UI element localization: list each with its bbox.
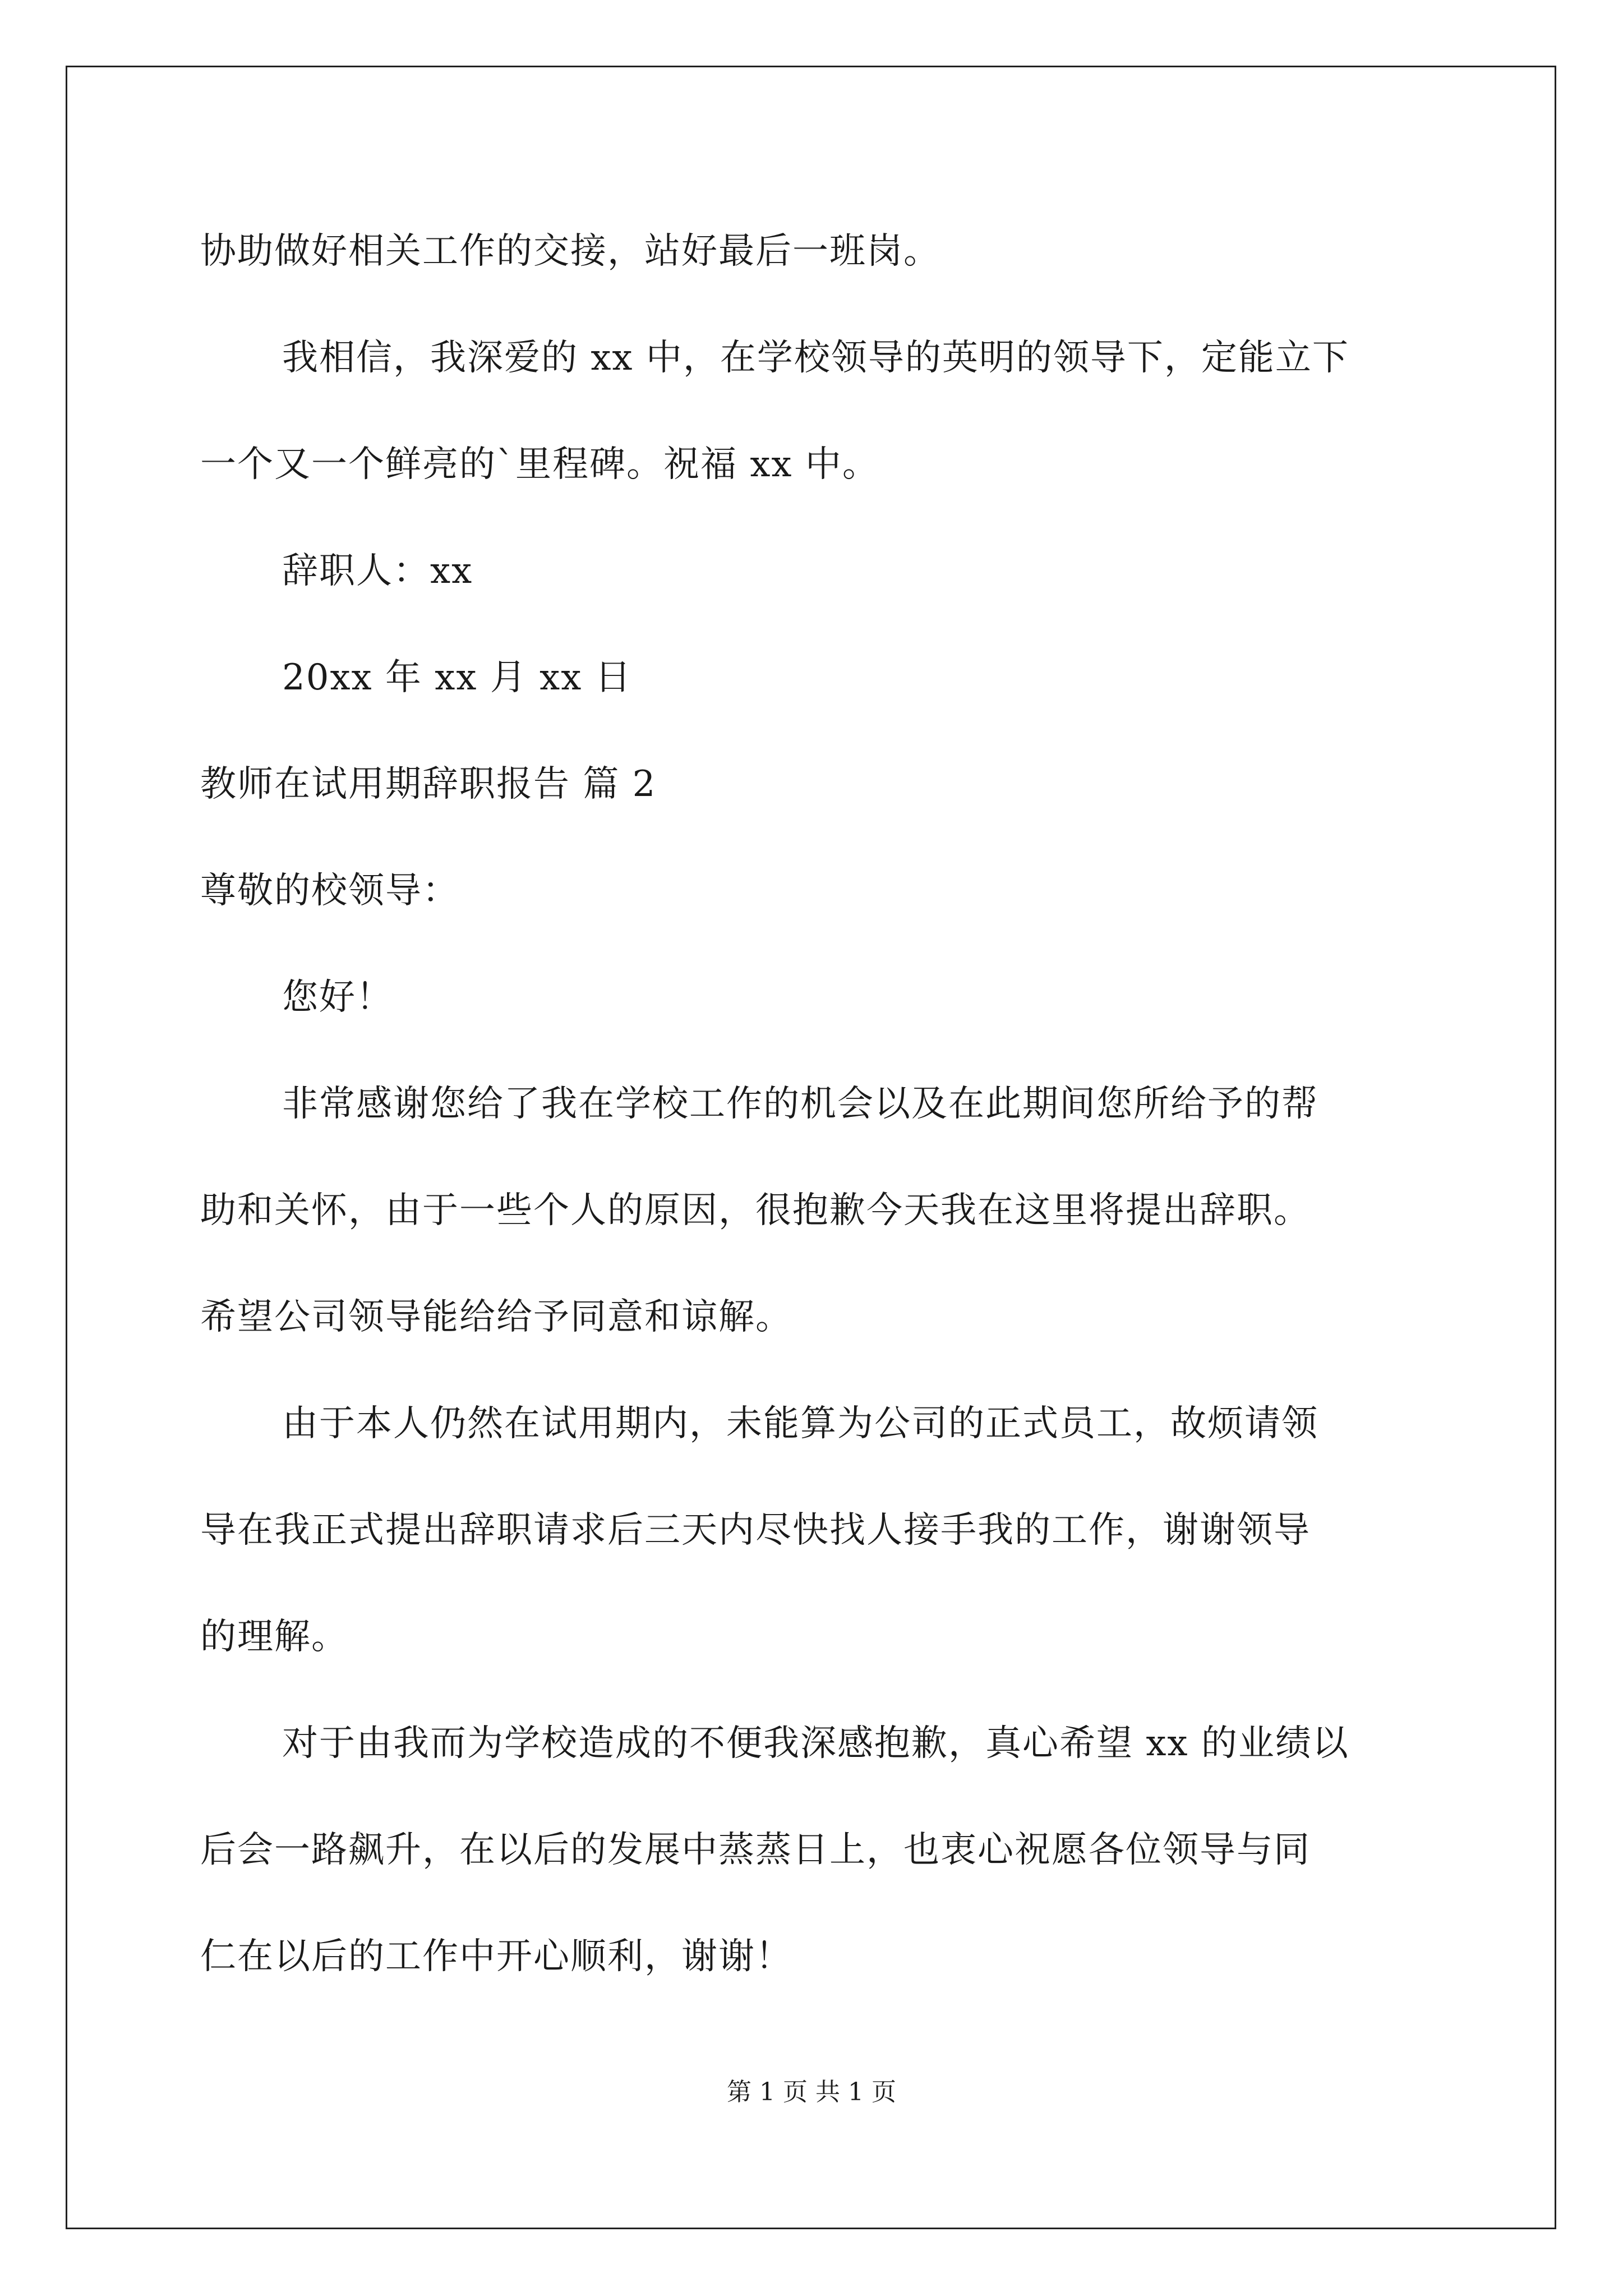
paragraph-line: 协助做好相关工作的交接，站好最后一班岗。 xyxy=(200,231,940,272)
paragraph-line: 希望公司领导能给给予同意和谅解。 xyxy=(200,1296,792,1338)
paragraph-line: 后会一路飙升，在以后的发展中蒸蒸日上，也衷心祝愿各位领导与同 xyxy=(200,1829,1311,1871)
paragraph-line: 对于由我而为学校造成的不便我深感抱歉，真心希望 xx 的业绩以 xyxy=(282,1723,1349,1764)
signature-line: 辞职人：xx xyxy=(282,550,473,592)
page-footer: 第 1 页 共 1 页 xyxy=(727,2078,896,2106)
paragraph-line: 导在我正式提出辞职请求后三天内尽快找人接手我的工作，谢谢领导 xyxy=(200,1510,1311,1551)
paragraph-line: 我相信，我深爱的 xx 中，在学校领导的英明的领导下，定能立下 xyxy=(282,337,1349,379)
paragraph-line: 的理解。 xyxy=(200,1616,348,1658)
greeting: 您好！ xyxy=(282,977,393,1018)
page-border xyxy=(66,66,1556,2229)
salutation: 尊敬的校领导： xyxy=(200,870,459,912)
paragraph-line: 非常感谢您给了我在学校工作的机会以及在此期间您所给予的帮 xyxy=(282,1083,1318,1125)
paragraph-line: 仁在以后的工作中开心顺利，谢谢！ xyxy=(200,1936,792,1977)
date-line: 20xx 年 xx 月 xx 日 xyxy=(282,657,632,698)
paragraph-line: 一个又一个鲜亮的`里程碑。祝福 xx 中。 xyxy=(200,444,879,485)
section-heading: 教师在试用期辞职报告 篇 2 xyxy=(200,763,657,805)
paragraph-line: 助和关怀，由于一些个人的原因，很抱歉今天我在这里将提出辞职。 xyxy=(200,1190,1311,1231)
paragraph-line: 由于本人仍然在试用期内，未能算为公司的正式员工，故烦请领 xyxy=(282,1403,1318,1444)
